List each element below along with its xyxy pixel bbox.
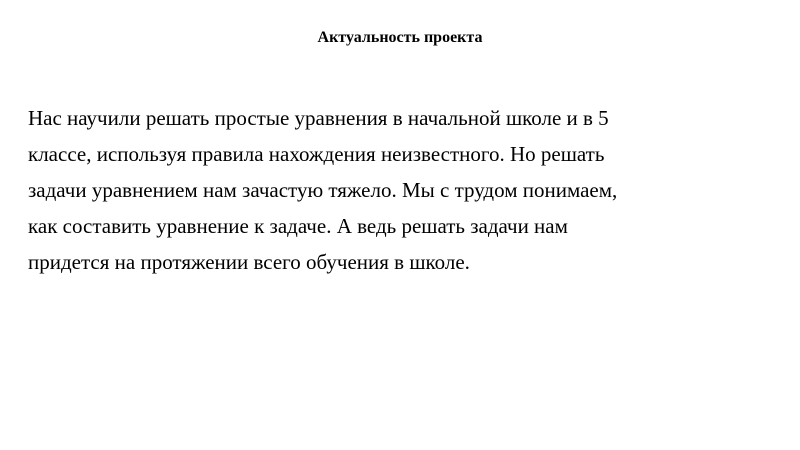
body-line: как составить уравнение к задаче. А ведь решать задачи нам — [28, 214, 568, 238]
body-line: Нас научили решать простые уравнения в начальной школе и в 5 — [28, 106, 609, 130]
body-line: задачи уравнением нам зачастую тяжело. Мы с трудом понимаем, — [28, 178, 618, 202]
body-line: придется на протяжении всего обучения в школе. — [28, 250, 470, 274]
slide-title: Актуальность проекта — [317, 29, 483, 46]
body-line: классе, используя правила нахождения неизвестного. Но решать — [28, 142, 605, 166]
slide-body-text — [28, 100, 778, 280]
